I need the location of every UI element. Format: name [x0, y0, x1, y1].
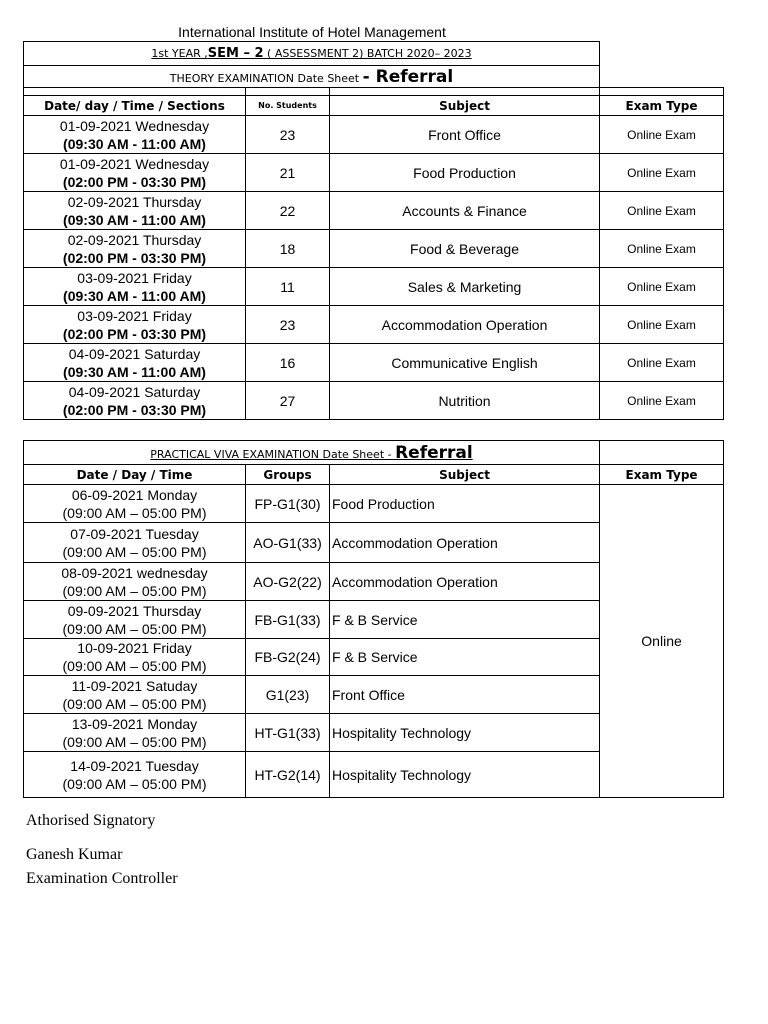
- table-row: [24, 344, 724, 382]
- time-text: (09:00 AM – 05:00 PM): [62, 733, 207, 750]
- time-text: (09:00 AM – 05:00 PM): [62, 504, 207, 521]
- subject-cell: Hospitality Technology: [330, 752, 600, 798]
- subject-cell: Food Production: [330, 154, 600, 192]
- group-cell: FB-G1(33): [246, 601, 330, 639]
- date-cell: [24, 116, 246, 154]
- time-text: (09:30 AM - 11:00 AM): [63, 287, 206, 304]
- date-text: 11-09-2021 Satuday: [71, 677, 198, 694]
- group-cell: AO-G2(22): [246, 563, 330, 601]
- exam-type-cell: Online Exam: [600, 154, 724, 192]
- time-text: (09:30 AM - 11:00 AM): [63, 135, 206, 152]
- date-text: 04-09-2021 Saturday: [68, 383, 201, 400]
- students-cell: 27: [246, 382, 330, 420]
- date-cell: [24, 523, 246, 563]
- group-cell: HT-G1(33): [246, 714, 330, 752]
- header-groups: Groups: [246, 465, 330, 485]
- time-text: (09:30 AM - 11:00 AM): [63, 363, 206, 380]
- date-text: 02-09-2021 Thursday: [67, 193, 202, 210]
- students-cell: 21: [246, 154, 330, 192]
- table-row: [24, 268, 724, 306]
- exam-type-cell: Online Exam: [600, 382, 724, 420]
- date-cell: [24, 306, 246, 344]
- time-text: (02:00 PM - 03:30 PM): [62, 173, 207, 190]
- date-cell: [24, 601, 246, 639]
- subject-cell: Sales & Marketing: [330, 268, 600, 306]
- subject-cell: Food & Beverage: [330, 230, 600, 268]
- table-row: [24, 154, 724, 192]
- students-cell: 11: [246, 268, 330, 306]
- date-text: 02-09-2021 Thursday: [67, 231, 202, 248]
- date-cell: [24, 639, 246, 676]
- date-text: 07-09-2021 Tuesday: [70, 525, 199, 542]
- header-date-day-time: Date / Day / Time: [24, 465, 246, 485]
- date-text: 10-09-2021 Friday: [77, 640, 192, 656]
- time-text: (09:00 AM – 05:00 PM): [62, 582, 207, 599]
- subject-cell: Food Production: [330, 485, 600, 523]
- theory-table: [23, 41, 724, 420]
- subject-cell: Accommodation Operation: [330, 306, 600, 344]
- practical-table: [23, 440, 724, 798]
- subject-cell: Accounts & Finance: [330, 192, 600, 230]
- table-row: [24, 382, 724, 420]
- date-cell: [24, 714, 246, 752]
- date-cell: [24, 382, 246, 420]
- practical-banner: PRACTICAL VIVA EXAMINATION Date Sheet - Referral: [24, 441, 600, 465]
- students-cell: 18: [246, 230, 330, 268]
- time-text: (09:00 AM – 05:00 PM): [62, 543, 207, 560]
- group-cell: AO-G1(33): [246, 523, 330, 563]
- students-cell: 23: [246, 306, 330, 344]
- exam-type-cell: Online Exam: [600, 268, 724, 306]
- date-text: 03-09-2021 Friday: [77, 269, 192, 286]
- date-cell: [24, 563, 246, 601]
- date-text: 04-09-2021 Saturday: [68, 345, 201, 362]
- date-text: 01-09-2021 Wednesday: [59, 155, 210, 172]
- students-cell: 16: [246, 344, 330, 382]
- subject-cell: Front Office: [330, 116, 600, 154]
- date-cell: [24, 485, 246, 523]
- signatory-designation: Examination Controller: [26, 870, 178, 887]
- exam-type-cell: Online Exam: [600, 306, 724, 344]
- subject-cell: Front Office: [330, 676, 600, 714]
- students-cell: 22: [246, 192, 330, 230]
- time-text: (02:00 PM - 03:30 PM): [62, 401, 207, 418]
- table-row: [24, 485, 724, 523]
- date-text: 14-09-2021 Tuesday: [70, 757, 199, 774]
- table-row: [24, 230, 724, 268]
- exam-type-cell: Online Exam: [600, 192, 724, 230]
- date-text: 01-09-2021 Wednesday: [59, 117, 210, 134]
- time-text: (09:00 AM – 05:00 PM): [62, 658, 207, 674]
- subject-cell: F & B Service: [330, 601, 600, 639]
- signatory-label: Athorised Signatory: [26, 812, 156, 829]
- time-text: (02:00 PM - 03:30 PM): [62, 249, 207, 266]
- date-cell: [24, 230, 246, 268]
- header-no-students: No. Students: [246, 96, 330, 116]
- date-cell: [24, 676, 246, 714]
- date-cell: [24, 154, 246, 192]
- subject-cell: Nutrition: [330, 382, 600, 420]
- time-text: (09:30 AM - 11:00 AM): [63, 211, 206, 228]
- date-text: 13-09-2021 Monday: [71, 715, 198, 732]
- exam-type-cell: Online Exam: [600, 116, 724, 154]
- header-subject: Subject: [330, 96, 600, 116]
- exam-type-cell: Online Exam: [600, 344, 724, 382]
- date-text: 09-09-2021 Thursday: [67, 602, 202, 619]
- subject-cell: Accommodation Operation: [330, 563, 600, 601]
- signatory-name: Ganesh Kumar: [26, 846, 123, 863]
- date-text: 06-09-2021 Monday: [71, 486, 198, 503]
- time-text: (09:00 AM – 05:00 PM): [62, 695, 207, 712]
- group-cell: HT-G2(14): [246, 752, 330, 798]
- time-text: (02:00 PM - 03:30 PM): [62, 325, 207, 342]
- table-row: [24, 116, 724, 154]
- subject-cell: Communicative English: [330, 344, 600, 382]
- time-text: (09:00 AM – 05:00 PM): [62, 620, 207, 637]
- date-cell: [24, 268, 246, 306]
- date-text: 08-09-2021 wednesday: [61, 564, 208, 581]
- date-cell: [24, 344, 246, 382]
- institute-title: International Institute of Hotel Management: [178, 24, 446, 40]
- theory-banner-line1: 1st YEAR ,SEM – 2 ( ASSESSMENT 2) BATCH 2020– 2023: [24, 42, 600, 66]
- subject-cell: Hospitality Technology: [330, 714, 600, 752]
- subject-cell: F & B Service: [330, 639, 600, 676]
- group-cell: FP-G1(30): [246, 485, 330, 523]
- students-cell: 23: [246, 116, 330, 154]
- table-row: [24, 192, 724, 230]
- header-subject: Subject: [330, 465, 600, 485]
- exam-type-cell: Online Exam: [600, 230, 724, 268]
- group-cell: FB-G2(24): [246, 639, 330, 676]
- date-text: 03-09-2021 Friday: [77, 307, 192, 324]
- theory-banner-line2: THEORY EXAMINATION Date Sheet - Referral: [24, 66, 600, 88]
- date-cell: [24, 192, 246, 230]
- date-cell: [24, 752, 246, 798]
- exam-type-cell: Online: [600, 485, 724, 798]
- header-exam-type: Exam Type: [600, 465, 724, 485]
- time-text: (09:00 AM – 05:00 PM): [62, 775, 207, 792]
- header-exam-type: Exam Type: [600, 96, 724, 116]
- table-row: [24, 306, 724, 344]
- group-cell: G1(23): [246, 676, 330, 714]
- subject-cell: Accommodation Operation: [330, 523, 600, 563]
- header-date-day-time: Date/ day / Time / Sections: [24, 96, 246, 116]
